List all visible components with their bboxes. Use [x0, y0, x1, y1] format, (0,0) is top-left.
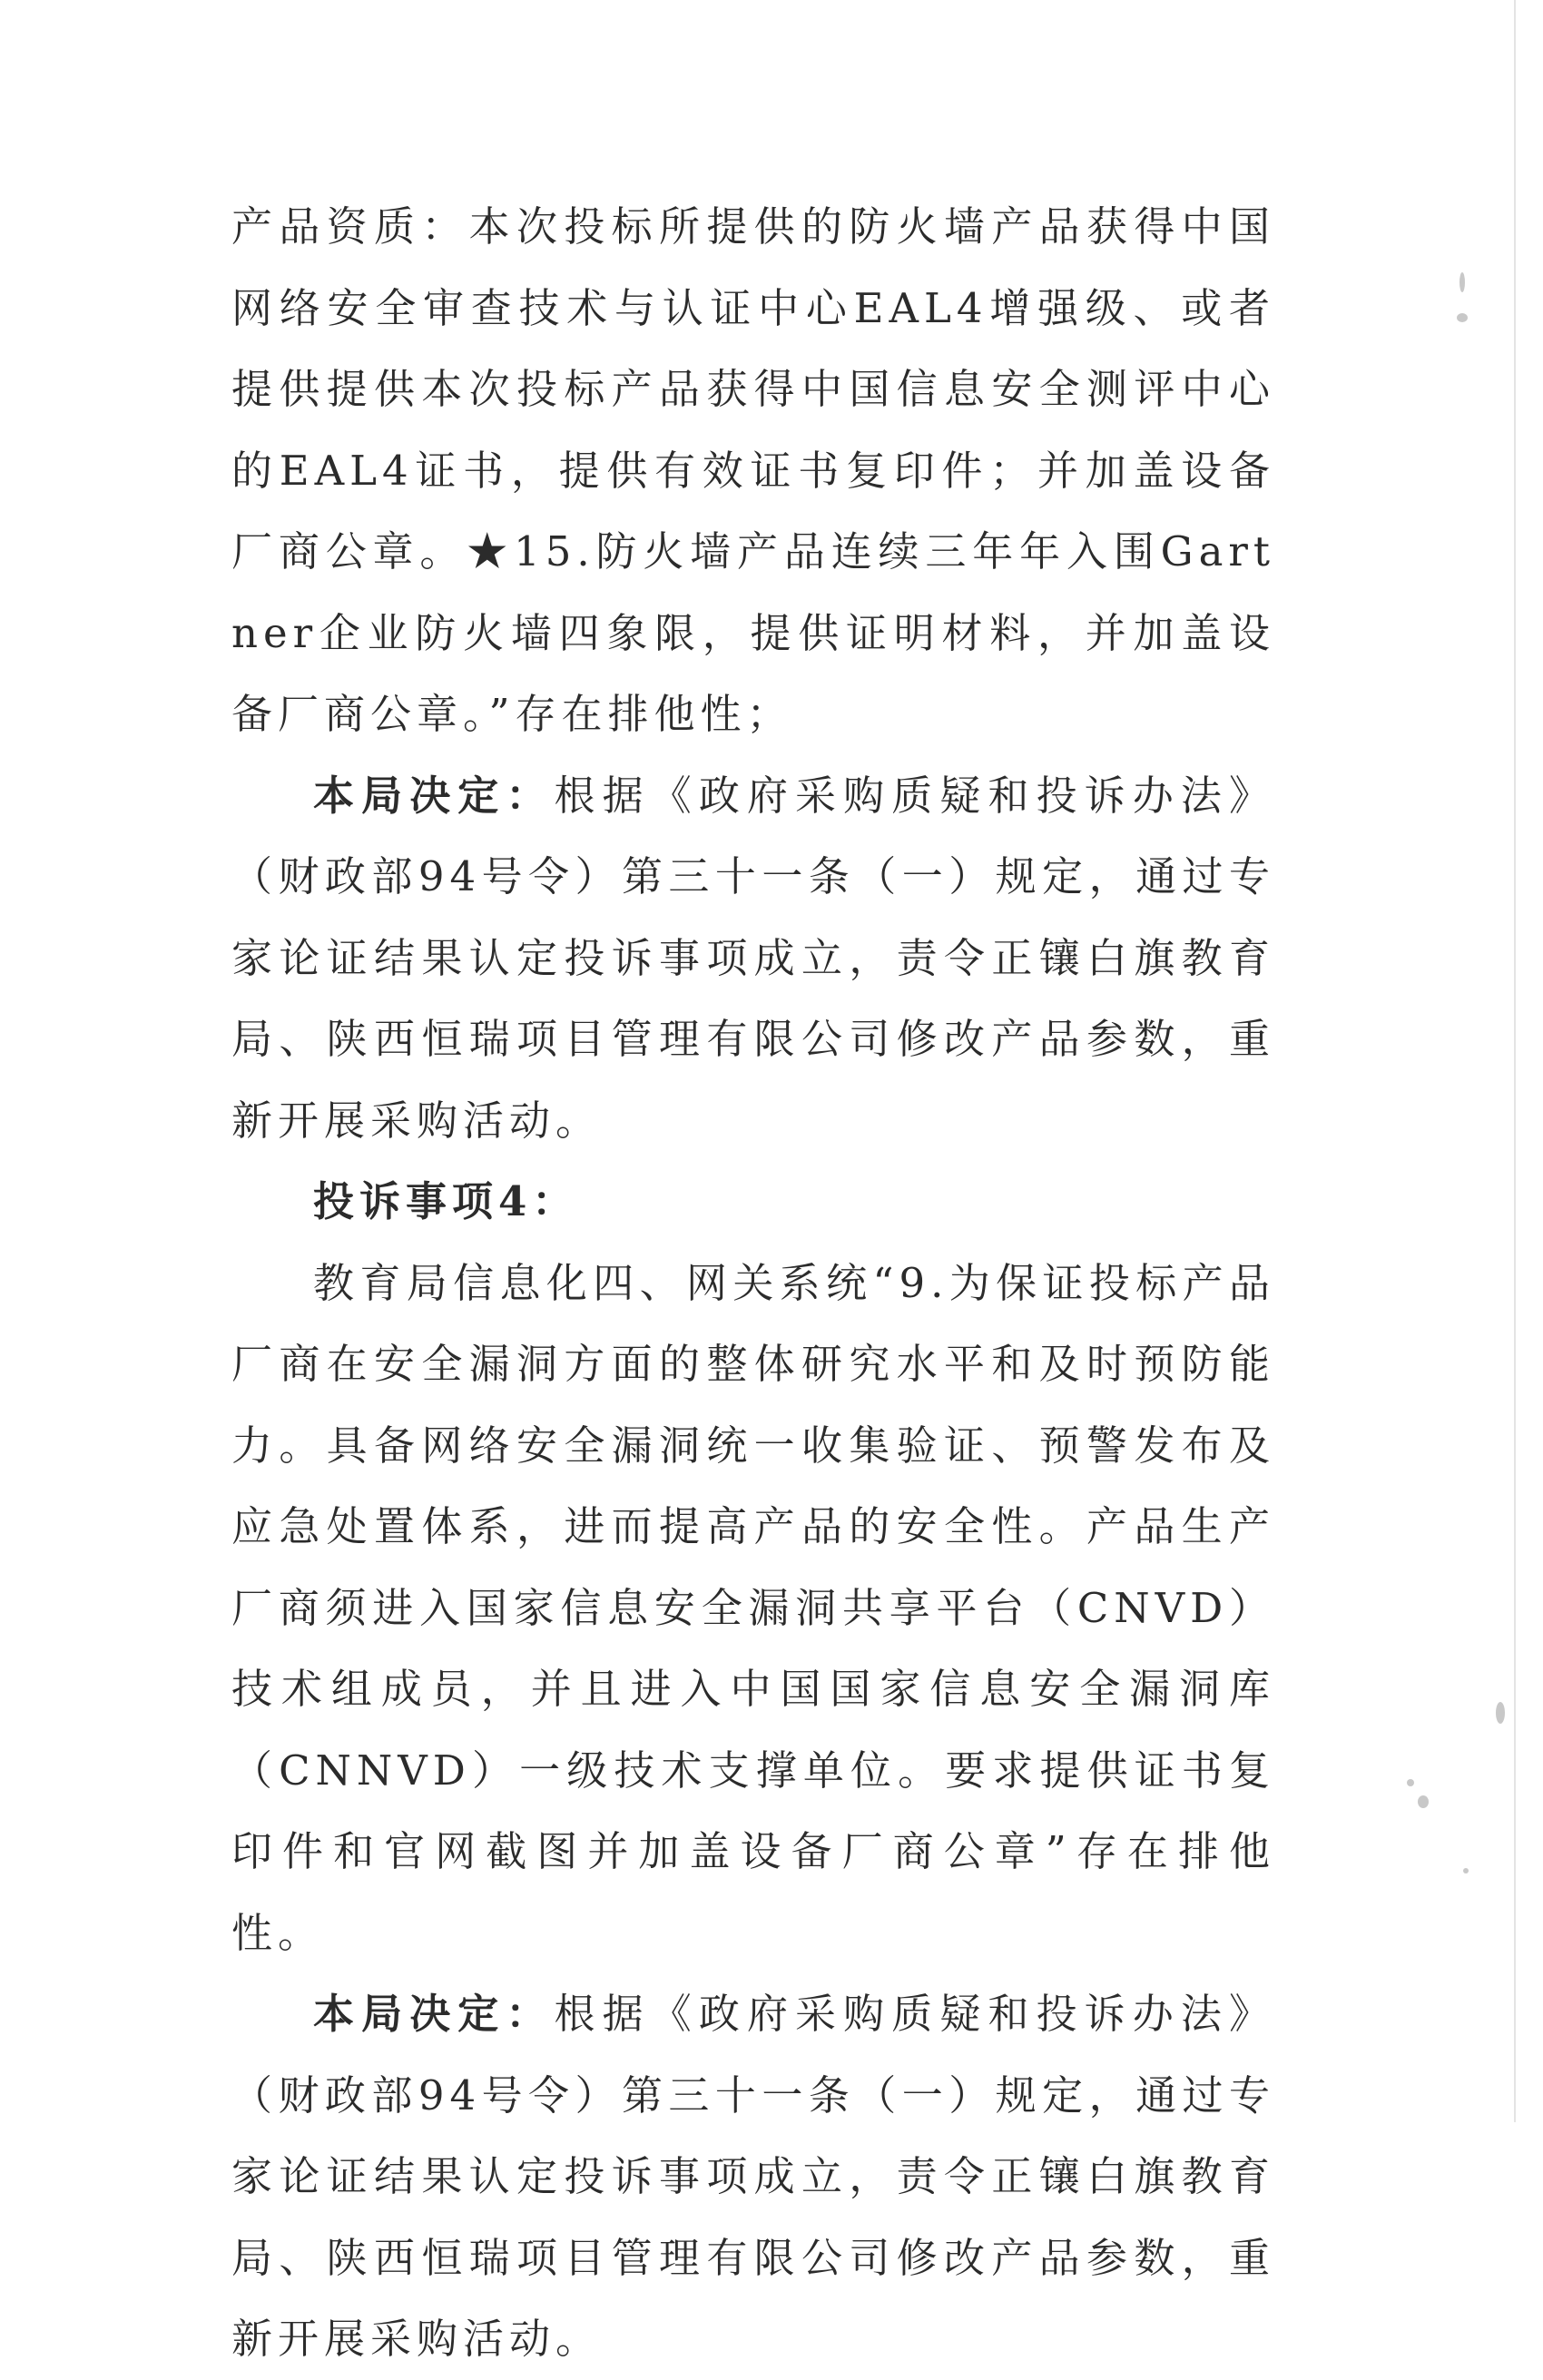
complaint-item-lead: 投诉事项4：	[313, 1177, 579, 1225]
paragraph-text: 教育局信息化四、网关系统“9.为保证投标产品厂商在安全漏洞方面的整体研究水平和及时预防能力。具备网络安全漏洞统一收集验证、预警发布及应急处置体系，进而提高产品的安全性。产品生产厂商须进入国家信息安全漏洞共享平台（CNVD）技术组成员，并且进入中国国家信息安全漏洞库（CNNVD）一级技术支撑单位。要求提供证书复印件和官网截图并加盖设备厂商公章”存在排他性。	[231, 1258, 1275, 1957]
scan-speck	[1407, 1779, 1414, 1786]
complaint-item-4-heading	[231, 1161, 1275, 1243]
scan-speck	[1463, 1868, 1469, 1874]
decision-lead: 本局决定：	[313, 771, 555, 820]
scan-edge-line	[1514, 0, 1516, 2122]
paragraph-text: 产品资质：本次投标所提供的防火墙产品获得中国网络安全审查技术与认证中心EAL4增强级、或者提供提供本次投标产品获得中国信息安全测评中心的EAL4证书，提供有效证书复印件；并加盖设备厂商公章。★15.防火墙产品连续三年年入围Gartner企业防火墙四象限，提供证明材料，并加盖设备厂商公章。”存在排他性；	[231, 202, 1275, 738]
paragraph-product-qualification	[231, 186, 1275, 755]
decision-lead: 本局决定：	[313, 1990, 555, 2038]
paragraph-decision-4	[231, 1973, 1275, 2380]
document-body	[231, 186, 1275, 2380]
scan-speck	[1457, 313, 1468, 322]
paragraph-text: 根据《政府采购质疑和投诉办法》（财政部94号令）第三十一条（一）规定，通过专家论证结果认定投诉事项成立，责令正镶白旗教育局、陕西恒瑞项目管理有限公司修改产品参数，重新开展采购活动。	[231, 771, 1275, 1145]
paragraph-complaint-4	[231, 1243, 1275, 1974]
scan-speck	[1496, 1702, 1505, 1724]
scan-speck	[1418, 1795, 1429, 1808]
scan-speck	[1459, 272, 1465, 292]
paragraph-decision-3	[231, 755, 1275, 1162]
paragraph-text: 根据《政府采购质疑和投诉办法》（财政部94号令）第三十一条（一）规定，通过专家论证结果认定投诉事项成立，责令正镶白旗教育局、陕西恒瑞项目管理有限公司修改产品参数，重新开展采购活动。	[231, 1990, 1275, 2363]
